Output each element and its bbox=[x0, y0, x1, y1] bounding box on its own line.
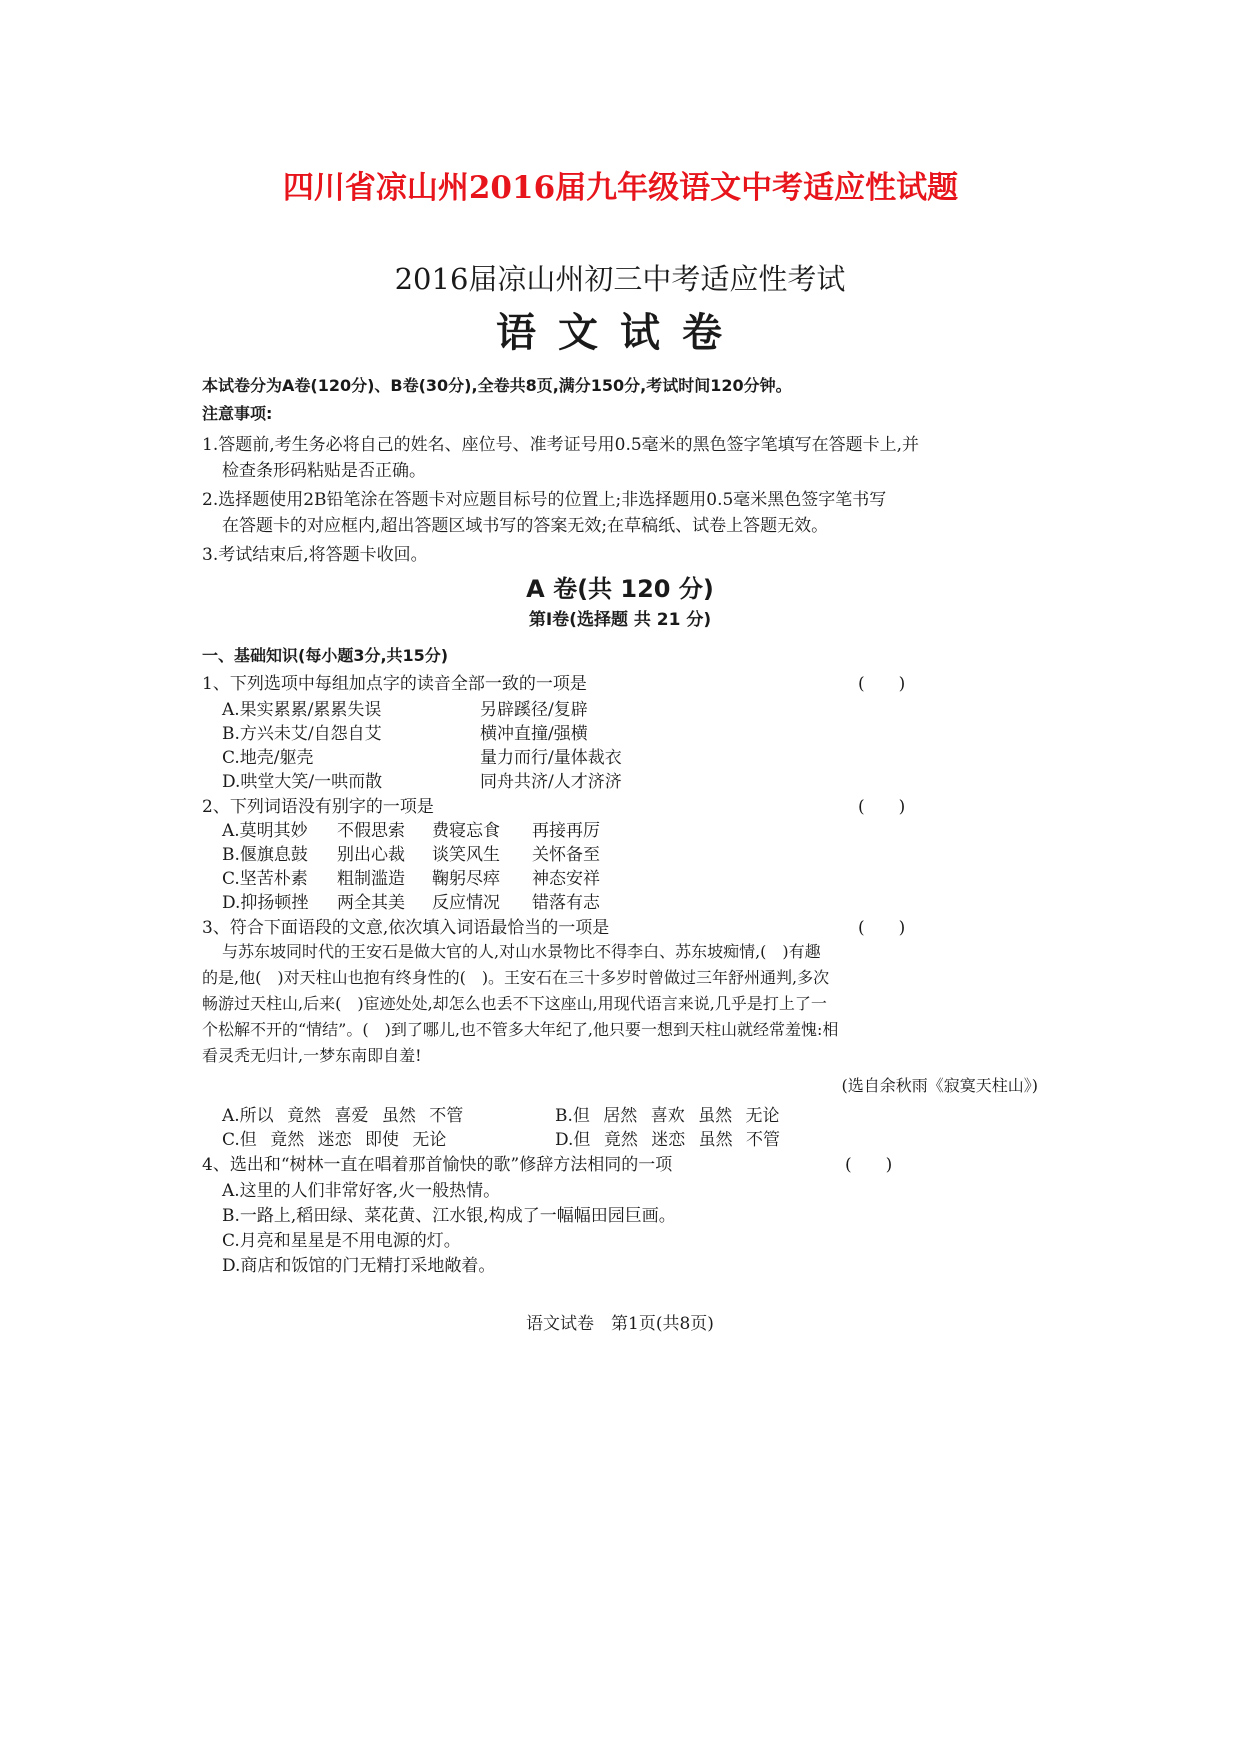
q2-word: 费寝忘食 bbox=[432, 821, 500, 841]
part1-heading: 一、基础知识(每小题3分,共15分) bbox=[202, 646, 449, 665]
q3-passage-line: 畅游过天柱山,后来( )宦迹处处,却怎么也丢不下这座山,用现代语言来说,几乎是打上了一 bbox=[202, 994, 827, 1013]
q2-word: 不假思索 bbox=[337, 821, 405, 841]
exam-intro: 本试卷分为A卷(120分)、B卷(30分),全卷共8页,满分150分,考试时间120分钟。 bbox=[202, 376, 792, 395]
q3-option: A.所以 竟然 喜爱 虽然 不管 bbox=[222, 1106, 464, 1126]
exam-subtitle: 语文试卷 bbox=[496, 309, 744, 356]
q2-word: 错落有志 bbox=[532, 893, 600, 913]
answer-bracket: ( ) bbox=[845, 1155, 893, 1175]
q1-option: 同舟共济/人才济济 bbox=[480, 772, 622, 792]
notice-line: 2.选择题使用2B铅笔涂在答题卡对应题目标号的位置上;非选择题用0.5毫米黑色签字笔书写 bbox=[202, 490, 887, 510]
q2-word: 关怀备至 bbox=[532, 845, 600, 865]
q2-word: 别出心裁 bbox=[337, 845, 405, 865]
answer-bracket: ( ) bbox=[858, 797, 906, 817]
q2-word: 两全其美 bbox=[337, 893, 405, 913]
q4-option: B.一路上,稻田绿、菜花黄、江水银,构成了一幅幅田园巨画。 bbox=[222, 1206, 676, 1226]
document-title: 四川省凉山州2016届九年级语文中考适应性试题 bbox=[282, 170, 959, 206]
q2-word: 再接再厉 bbox=[532, 821, 600, 841]
q2-word: D.抑扬顿挫 bbox=[222, 893, 309, 913]
q4-option: C.月亮和星星是不用电源的灯。 bbox=[222, 1231, 461, 1251]
q2-word: 鞠躬尽瘁 bbox=[432, 869, 500, 889]
q2-word: 粗制滥造 bbox=[337, 869, 405, 889]
q2-stem: 2、下列词语没有别字的一项是 bbox=[202, 797, 434, 817]
q1-option: 量力而行/量体裁衣 bbox=[480, 748, 622, 768]
q3-passage-line: 个松解不开的“情结”。( )到了哪儿,也不管多大年纪了,他只要一想到天柱山就经常羞愧:相 bbox=[202, 1020, 839, 1039]
q1-option: A.果实累累/累累失误 bbox=[222, 700, 382, 720]
q3-source: (选自余秋雨《寂寞天柱山》) bbox=[841, 1076, 1038, 1095]
q2-word: 反应情况 bbox=[432, 893, 500, 913]
q4-stem: 4、选出和“树林一直在唱着那首愉快的歌”修辞方法相同的一项 bbox=[202, 1155, 673, 1175]
answer-bracket: ( ) bbox=[858, 674, 906, 694]
q3-stem: 3、符合下面语段的文意,依次填入词语最恰当的一项是 bbox=[202, 918, 610, 938]
q1-option: C.地壳/躯壳 bbox=[222, 748, 314, 768]
q2-option-row bbox=[222, 840, 662, 865]
q3-passage-line: 的是,他( )对天柱山也抱有终身性的( )。王安石在三十多岁时曾做过三年舒州通判,多次 bbox=[202, 968, 830, 987]
q2-word: A.莫明其妙 bbox=[222, 821, 308, 841]
section-a-heading: A 卷(共 120 分) bbox=[526, 575, 714, 603]
q1-option: 另辟蹊径/复辟 bbox=[480, 700, 588, 720]
q2-word: B.偃旗息鼓 bbox=[222, 845, 308, 865]
q2-word: 谈笑风生 bbox=[432, 845, 500, 865]
q1-stem: 1、下列选项中每组加点字的读音全部一致的一项是 bbox=[202, 674, 587, 694]
q1-option: B.方兴未艾/自怨自艾 bbox=[222, 724, 382, 744]
q3-passage-line: 看灵秃无归计,一梦东南即自羞! bbox=[202, 1046, 422, 1065]
notice-line: 检查条形码粘贴是否正确。 bbox=[222, 461, 426, 481]
exam-title: 2016届凉山州初三中考适应性考试 bbox=[394, 262, 846, 296]
q2-option-row bbox=[222, 888, 662, 913]
q3-option: C.但 竟然 迷恋 即使 无论 bbox=[222, 1130, 447, 1150]
q3-option: D.但 竟然 迷恋 虽然 不管 bbox=[555, 1130, 781, 1150]
notice-line: 3.考试结束后,将答题卡收回。 bbox=[202, 545, 428, 565]
notice-line: 1.答题前,考生务必将自己的姓名、座位号、准考证号用0.5毫米的黑色签字笔填写在答题卡上,并 bbox=[202, 435, 920, 455]
section-i-heading: 第Ⅰ卷(选择题 共 21 分) bbox=[528, 610, 712, 630]
q2-option-row bbox=[222, 864, 662, 889]
q4-option: D.商店和饭馆的门无精打采地敞着。 bbox=[222, 1256, 496, 1276]
answer-bracket: ( ) bbox=[858, 918, 906, 938]
q1-option: D.哄堂大笑/一哄而散 bbox=[222, 772, 383, 792]
q3-passage-line: 与苏东坡同时代的王安石是做大官的人,对山水景物比不得李白、苏东坡痴情,( )有趣 bbox=[222, 942, 821, 961]
q3-option: B.但 居然 喜欢 虽然 无论 bbox=[555, 1106, 780, 1126]
q4-option: A.这里的人们非常好客,火一般热情。 bbox=[222, 1181, 501, 1201]
exam-page-scan bbox=[190, 245, 1050, 1355]
notice-line: 在答题卡的对应框内,超出答题区域书写的答案无效;在草稿纸、试卷上答题无效。 bbox=[222, 516, 829, 536]
q2-word: 神态安祥 bbox=[532, 869, 600, 889]
q2-word: C.坚苦朴素 bbox=[222, 869, 308, 889]
q1-option: 横冲直撞/强横 bbox=[480, 724, 588, 744]
page-footer: 语文试卷 第1页(共8页) bbox=[526, 1314, 714, 1334]
q2-option-row bbox=[222, 816, 662, 841]
notice-heading: 注意事项: bbox=[202, 404, 273, 423]
